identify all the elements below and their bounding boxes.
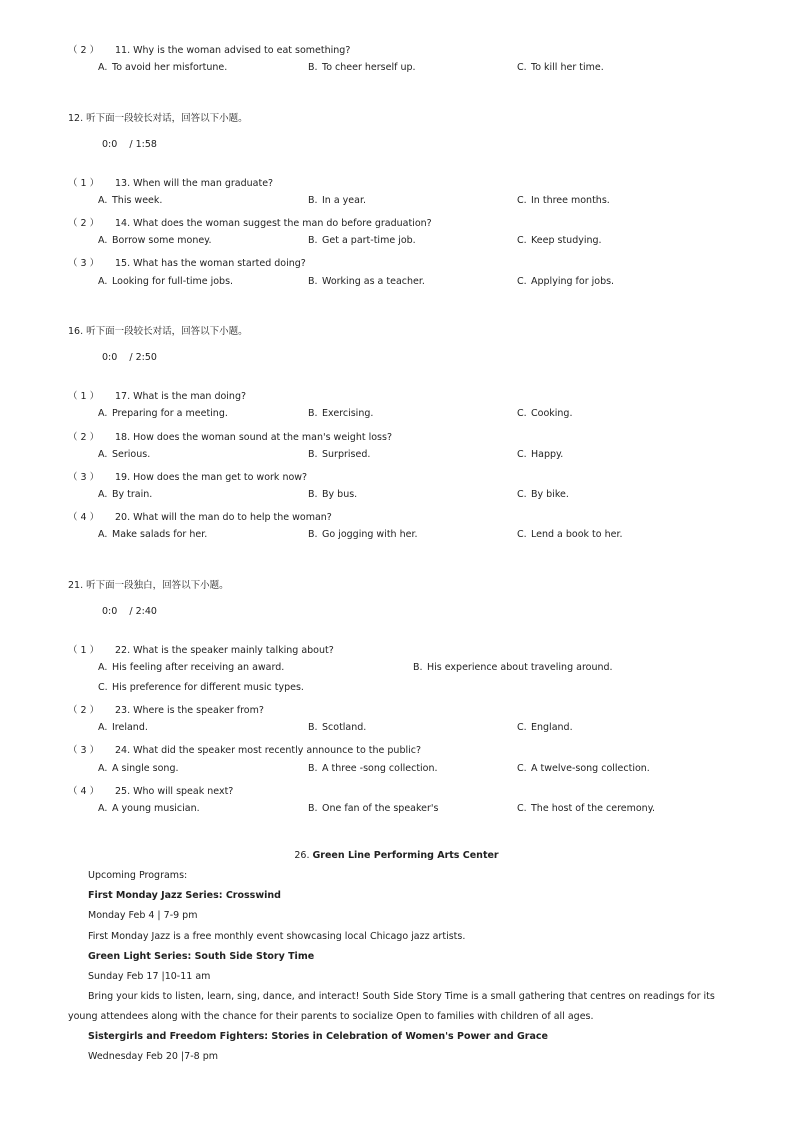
answer-option: [308, 803, 438, 814]
option-letter: B.: [308, 529, 318, 540]
answer-option: [308, 195, 366, 206]
option-text: This week.: [112, 195, 163, 206]
answer-option: [98, 62, 227, 73]
question-line: [68, 509, 332, 523]
option-text: Get a part-time job.: [322, 235, 416, 246]
question-text: 11. Why is the woman advised to eat something?: [115, 45, 351, 56]
answer-option: [308, 529, 418, 540]
question-text: 13. When will the man graduate?: [115, 178, 274, 189]
question-text: 22. What is the speaker mainly talking about?: [115, 645, 334, 656]
option-text: One fan of the speaker's: [322, 803, 439, 814]
answer-option: [308, 235, 416, 246]
option-letter: C.: [98, 682, 108, 693]
question-line: [68, 175, 273, 189]
passage-text: First Monday Jazz is a free monthly event showcasing local Chicago jazz artists.: [88, 931, 466, 942]
answer-option: [308, 763, 438, 774]
option-text: A twelve-song collection.: [531, 763, 650, 774]
audio-current-time: 0:0: [102, 606, 118, 617]
passage-text: Wednesday Feb 20 |7-8 pm: [88, 1051, 218, 1062]
option-letter: A.: [98, 195, 108, 206]
audio-current-time: 0:0: [102, 139, 118, 150]
answer-option: [517, 62, 604, 73]
passage-text: Monday Feb 4 | 7-9 pm: [88, 910, 198, 921]
passage-number: 26.: [294, 850, 313, 861]
option-text: To kill her time.: [531, 62, 604, 73]
option-letter: B.: [308, 722, 318, 733]
option-letter: C.: [517, 489, 527, 500]
audio-duration: / 2:50: [129, 352, 157, 363]
option-text: A three -song collection.: [322, 763, 438, 774]
option-text: To cheer herself up.: [322, 62, 416, 73]
option-text: A single song.: [112, 763, 179, 774]
passage-title: [0, 850, 793, 861]
question-marker: （ 1 ）: [68, 645, 100, 656]
question-text: 14. What does the woman suggest the man do before graduation?: [115, 218, 432, 229]
question-line: [68, 215, 432, 229]
question-line: [68, 255, 306, 269]
option-text: Applying for jobs.: [531, 276, 615, 287]
answer-option: [98, 763, 179, 774]
question-text: 15. What has the woman started doing?: [115, 258, 306, 269]
option-text: Happy.: [531, 449, 564, 460]
answer-option: [517, 195, 610, 206]
option-text: Borrow some money.: [112, 235, 212, 246]
section-heading: 21. 听下面一段独白，回答以下小题。: [68, 580, 229, 591]
option-text: His feeling after receiving an award.: [112, 662, 285, 673]
audio-player[interactable]: [102, 352, 157, 363]
option-text: Working as a teacher.: [322, 276, 425, 287]
option-letter: A.: [98, 276, 108, 287]
answer-option: [98, 449, 150, 460]
answer-option: [308, 722, 366, 733]
option-letter: C.: [517, 722, 527, 733]
question-line: [68, 642, 334, 656]
option-letter: A.: [98, 662, 108, 673]
audio-player[interactable]: [102, 139, 157, 150]
answer-option: [98, 408, 228, 419]
option-letter: A.: [98, 803, 108, 814]
passage-text: Upcoming Programs:: [88, 870, 188, 881]
answer-option: [308, 408, 373, 419]
option-letter: B.: [308, 763, 318, 774]
program-name: Sistergirls and Freedom Fighters: Stories in Celebration of Women's Power and Grace: [88, 1031, 548, 1042]
option-text: Exercising.: [322, 408, 374, 419]
answer-option: [308, 62, 416, 73]
option-letter: A.: [98, 62, 108, 73]
answer-option: [98, 662, 284, 673]
question-marker: （ 2 ）: [68, 432, 100, 443]
option-text: By bike.: [531, 489, 569, 500]
option-text: A young musician.: [112, 803, 200, 814]
answer-option: [98, 235, 211, 246]
option-letter: B.: [308, 62, 318, 73]
option-text: Serious.: [112, 449, 151, 460]
answer-option: [517, 763, 650, 774]
question-text: 18. How does the woman sound at the man's weight loss?: [115, 432, 392, 443]
answer-option: [98, 529, 207, 540]
question-text: 25. Who will speak next?: [115, 786, 234, 797]
audio-current-time: 0:0: [102, 352, 118, 363]
answer-option: [308, 449, 370, 460]
option-text: Lend a book to her.: [531, 529, 623, 540]
question-marker: （ 2 ）: [68, 218, 100, 229]
question-marker: （ 2 ）: [68, 705, 100, 716]
option-text: To avoid her misfortune.: [112, 62, 228, 73]
answer-option: [98, 489, 152, 500]
option-text: The host of the ceremony.: [531, 803, 655, 814]
audio-duration: / 1:58: [129, 139, 157, 150]
option-text: Surprised.: [322, 449, 371, 460]
question-text: 19. How does the man get to work now?: [115, 472, 308, 483]
passage-text: Sunday Feb 17 |10-11 am: [88, 971, 211, 982]
answer-option: [517, 235, 602, 246]
option-text: Cooking.: [531, 408, 573, 419]
option-letter: A.: [98, 408, 108, 419]
option-letter: C.: [517, 763, 527, 774]
answer-option: [517, 408, 572, 419]
option-text: Preparing for a meeting.: [112, 408, 228, 419]
option-letter: C.: [517, 803, 527, 814]
option-letter: B.: [308, 195, 318, 206]
question-line: [68, 388, 246, 402]
option-text: Go jogging with her.: [322, 529, 418, 540]
option-letter: A.: [98, 763, 108, 774]
option-letter: A.: [98, 529, 108, 540]
option-text: In a year.: [322, 195, 367, 206]
option-letter: A.: [98, 722, 108, 733]
answer-option: [98, 195, 162, 206]
program-name: Green Light Series: South Side Story Time: [88, 951, 315, 962]
option-letter: B.: [308, 235, 318, 246]
passage-title-text: Green Line Performing Arts Center: [312, 850, 499, 861]
audio-duration: / 2:40: [129, 606, 157, 617]
question-marker: （ 1 ）: [68, 391, 100, 402]
option-letter: C.: [517, 529, 527, 540]
question-marker: （ 4 ）: [68, 512, 100, 523]
answer-option: [517, 489, 569, 500]
question-line: [68, 469, 307, 483]
option-text: His experience about traveling around.: [427, 662, 613, 673]
option-letter: A.: [98, 235, 108, 246]
option-letter: B.: [413, 662, 423, 673]
option-text: England.: [531, 722, 573, 733]
question-line: [68, 742, 421, 756]
audio-player[interactable]: [102, 606, 157, 617]
question-marker: （ 3 ）: [68, 258, 100, 269]
option-letter: A.: [98, 449, 108, 460]
option-letter: C.: [517, 408, 527, 419]
option-text: Ireland.: [112, 722, 148, 733]
answer-option: [98, 682, 304, 693]
option-letter: C.: [517, 449, 527, 460]
answer-option: [517, 529, 623, 540]
question-marker: （ 3 ）: [68, 745, 100, 756]
option-text: By bus.: [322, 489, 358, 500]
question-text: 20. What will the man do to help the woman?: [115, 512, 332, 523]
option-text: Looking for full-time jobs.: [112, 276, 234, 287]
option-text: Keep studying.: [531, 235, 602, 246]
question-line: [68, 702, 264, 716]
answer-option: [413, 662, 613, 673]
question-marker: （ 2 ）: [68, 45, 100, 56]
answer-option: [308, 276, 425, 287]
answer-option: [517, 803, 655, 814]
option-letter: C.: [517, 62, 527, 73]
answer-option: [98, 276, 233, 287]
option-letter: C.: [517, 195, 527, 206]
option-letter: B.: [308, 803, 318, 814]
answer-option: [98, 803, 200, 814]
question-text: 24. What did the speaker most recently announce to the public?: [115, 745, 422, 756]
question-text: 17. What is the man doing?: [115, 391, 247, 402]
option-letter: A.: [98, 489, 108, 500]
option-text: In three months.: [531, 195, 610, 206]
option-letter: B.: [308, 449, 318, 460]
option-text: Make salads for her.: [112, 529, 208, 540]
answer-option: [517, 722, 573, 733]
section-heading: 16. 听下面一段较长对话，回答以下小题。: [68, 326, 248, 337]
answer-option: [98, 722, 148, 733]
program-name: First Monday Jazz Series: Crosswind: [88, 890, 281, 901]
option-letter: C.: [517, 276, 527, 287]
option-letter: B.: [308, 276, 318, 287]
passage-text: Bring your kids to listen, learn, sing, dance, and interact! South Side Story Time is a small gathering that centres on readings for its: [88, 991, 715, 1002]
option-letter: B.: [308, 489, 318, 500]
answer-option: [308, 489, 357, 500]
option-text: His preference for different music types.: [112, 682, 304, 693]
option-letter: B.: [308, 408, 318, 419]
question-marker: （ 1 ）: [68, 178, 100, 189]
option-letter: C.: [517, 235, 527, 246]
answer-option: [517, 449, 563, 460]
option-text: By train.: [112, 489, 153, 500]
question-marker: （ 4 ）: [68, 786, 100, 797]
answer-option: [517, 276, 614, 287]
passage-text: young attendees along with the chance for their parents to socialize Open to families with children of all ages.: [68, 1011, 594, 1022]
question-line: [68, 783, 233, 797]
question-line: [68, 42, 350, 56]
question-line: [68, 429, 392, 443]
question-text: 23. Where is the speaker from?: [115, 705, 264, 716]
section-heading: 12. 听下面一段较长对话，回答以下小题。: [68, 113, 248, 124]
option-text: Scotland.: [322, 722, 367, 733]
question-marker: （ 3 ）: [68, 472, 100, 483]
